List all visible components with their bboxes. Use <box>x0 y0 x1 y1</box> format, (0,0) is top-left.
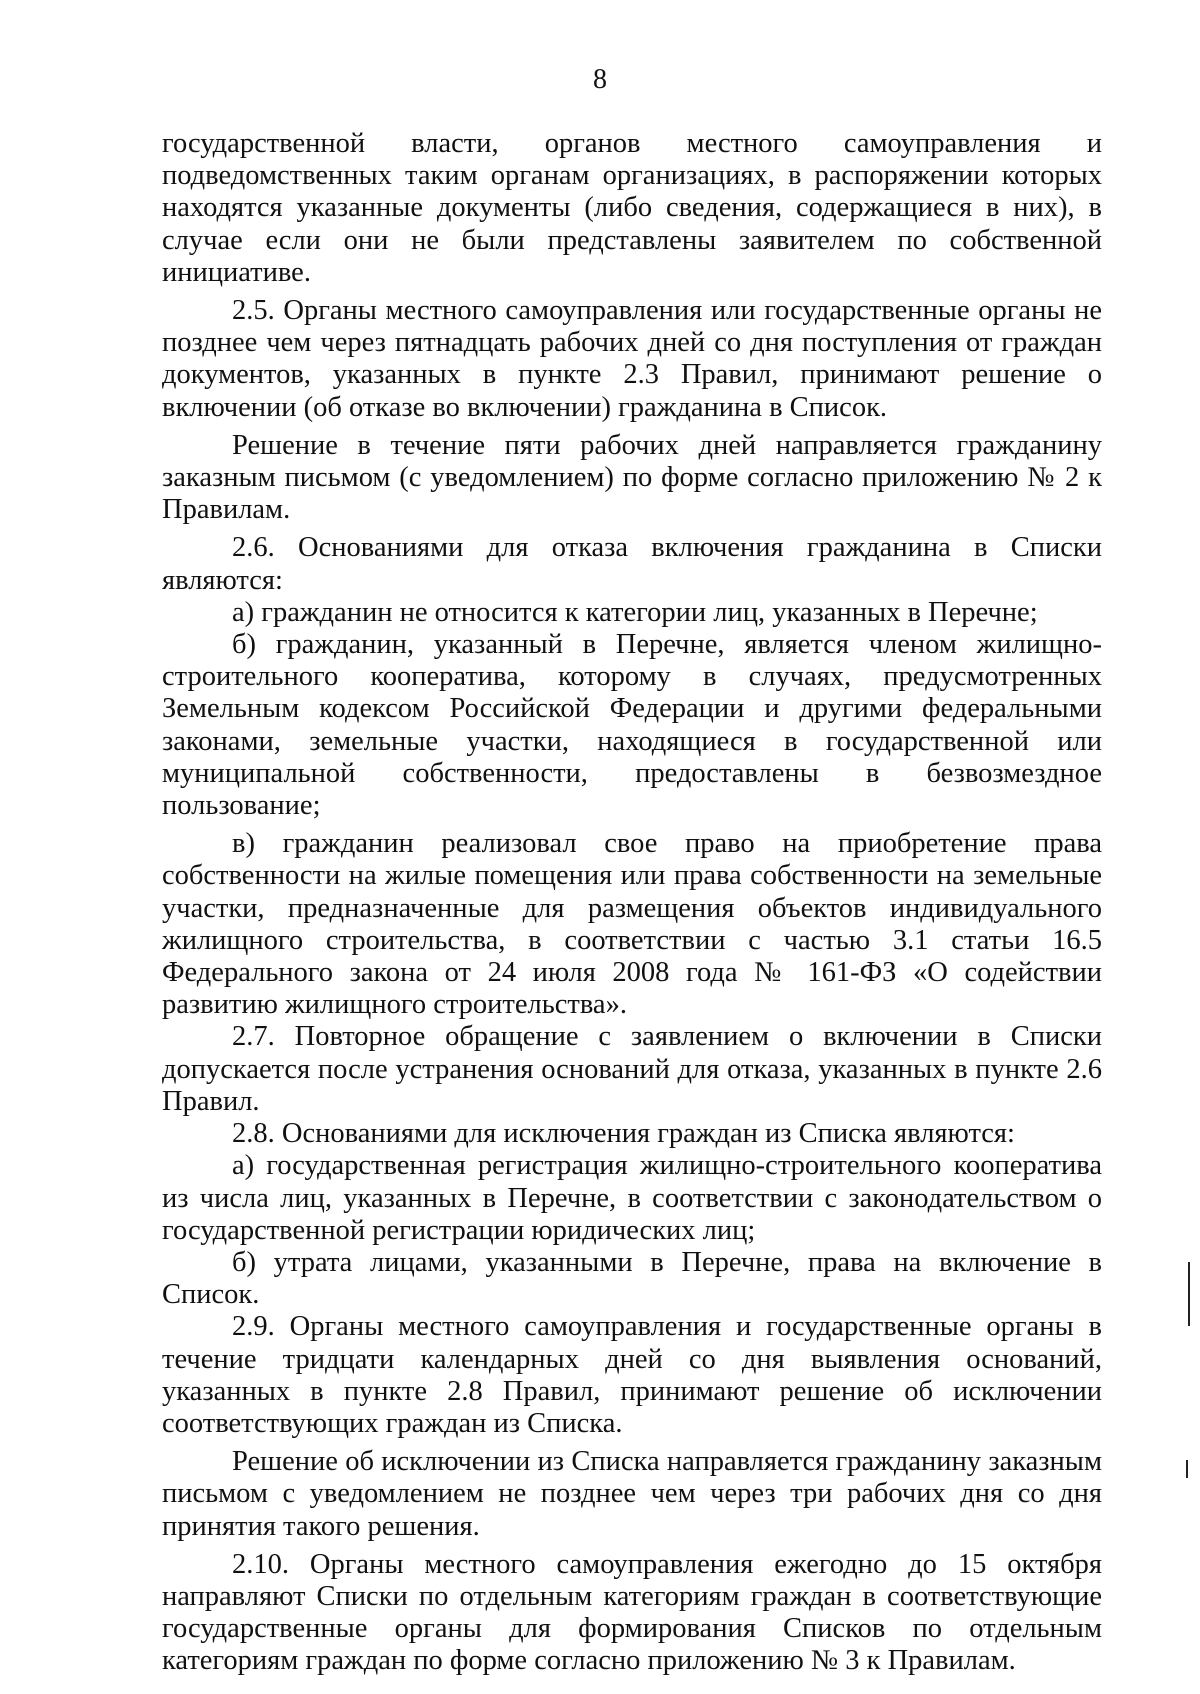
paragraph-2-6-b: б) гражданин, указанный в Перечне, является членом жилищно-строительного кооператива, которому в случаях, предусмотренных Земельным кодексом Российской Федерации и другими федеральными законами, земельные участки, находящиеся в государственной или муниципальной собственности, предоставлены в безвозмездное пользование; <box>162 629 1102 822</box>
paragraph-decision-notice: Решение в течение пяти рабочих дней направляется гражданину заказным письмом (с уведомлением) по форме согласно приложению № 2 к Правилам. <box>162 429 1102 526</box>
paragraph-2-8: 2.8. Основаниями для исключения граждан из Списка являются: <box>232 1118 1015 1150</box>
paragraph-exclusion-notice: Решение об исключении из Списка направляется гражданину заказным письмом с уведомлением не позднее чем через три рабочих дня со дня принятия такого решения. <box>162 1446 1102 1542</box>
paragraph-continuation: государственной власти, органов местного самоуправления и подведомственных таким органам организациях, в распоряжении которых находятся указанные документы (либо сведения, содержащиеся в них), в случае если они не были представлены заявителем по собственной инициативе. <box>162 128 1102 288</box>
scan-edge-mark <box>1186 1460 1188 1478</box>
paragraph-2-6-v: в) гражданин реализовал свое право на приобретение права собственности на жилые помещения или права собственности на земельные участки, предназначенные для размещения объектов индивидуального жилищного строительства, в соответствии с частью 3.1 статьи 16.5 Федерального закона от 24 июля 2008 года № 161-ФЗ «О содействии развитию жилищного строительства». <box>162 828 1102 1021</box>
page-number: 8 <box>593 64 607 95</box>
paragraph-2-8-a: а) государственная регистрация жилищно-строительного кооператива из числа лиц, указанных в Перечне, в соответствии с законодательством о государственной регистрации юридических лиц; <box>162 1150 1102 1246</box>
paragraph-2-9: 2.9. Органы местного самоуправления и государственные органы в течение тридцати календарных дней со дня выявления оснований, указанных в пункте 2.8 Правил, принимают решение об исключении соответствующих граждан из Списка. <box>162 1311 1102 1439</box>
paragraph-2-7: 2.7. Повторное обращение с заявлением о включении в Списки допускается после устранения оснований для отказа, указанных в пункте 2.6 Правил. <box>162 1021 1102 1117</box>
paragraph-2-6-a: а) гражданин не относится к категории лиц, указанных в Перечне; <box>232 596 1038 628</box>
paragraph-2-5: 2.5. Органы местного самоуправления или государственные органы не позднее чем через пятнадцать рабочих дней со дня поступления от граждан документов, указанных в пункте 2.3 Правил, принимают решение о включении (об отказе во включении) гражданина в Список. <box>162 295 1102 423</box>
document-body <box>162 128 1102 1678</box>
paragraph-2-6: 2.6. Основаниями для отказа включения гражданина в Списки являются: <box>162 532 1102 596</box>
scan-edge-mark <box>1188 1262 1190 1326</box>
paragraph-2-10: 2.10. Органы местного самоуправления ежегодно до 15 октября направляют Списки по отдельным категориям граждан в соответствующие государственные органы для формирования Списков по отдельным категориям граждан по форме согласно приложению № 3 к Правилам. <box>162 1548 1102 1677</box>
paragraph-2-8-b: б) утрата лицами, указанными в Перечне, права на включение в Список. <box>162 1246 1102 1311</box>
